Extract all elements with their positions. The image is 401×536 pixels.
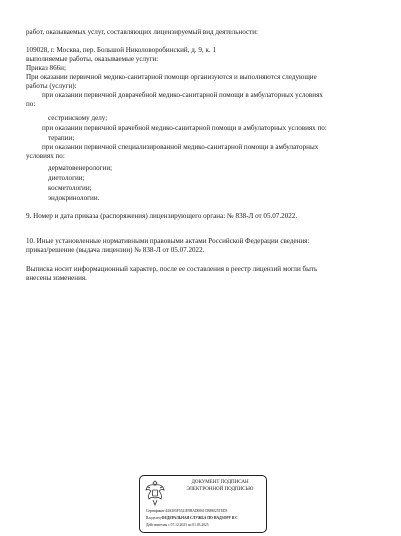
text-line: при оказании первичной доврачебной медико-санитарной помощи в амбулаторных условиях <box>42 91 323 99</box>
text-line: работ, оказываемых услуг, составляющих лицензируемый вид деятельности: <box>26 28 258 36</box>
certificate-number: Сертификат 44А305F5521E9BAD0061CB88025TED3 <box>146 509 228 513</box>
list-item: косметологии; <box>48 184 92 192</box>
text-line: При оказании первичной медико-санитарной помощи организуются и выполняются следующие <box>26 73 317 81</box>
address-line: 109028, г. Москва, пер. Большой Николоворобинский, д. 9, к. 1 <box>26 46 217 54</box>
electronic-signature-stamp <box>139 475 267 533</box>
list-item: эндокринологии. <box>48 194 100 202</box>
stamp-subtitle: ЭЛЕКТРОННОЙ ПОДПИСЬЮ <box>186 487 254 492</box>
certificate-owner: Владелец ФЕДЕРАЛЬНАЯ СЛУЖБА ПО НАДЗОРУ В С <box>146 516 238 520</box>
text-line: приказ/решение (выдача лицензии) № 838-Л от 05.07.2022. <box>26 246 205 254</box>
disclaimer: Выписка носит информационный характер, после ее составления в реестр лицензий могли быть <box>26 265 318 273</box>
text-line: Приказ 866н; <box>26 64 66 72</box>
stamp-title: ДОКУМЕНТ ПОДПИСАН <box>191 480 249 485</box>
list-item: диетологии; <box>48 174 85 182</box>
section-9: 9. Номер и дата приказа (распоряжения) лицензирующего органа: № 838-Л от 05.07.2022. <box>26 212 298 220</box>
text-line: выполняемые работы, оказываемые услуги: <box>26 55 159 63</box>
coat-of-arms-icon <box>144 478 166 508</box>
text-line: работы (услуги): <box>26 82 77 90</box>
text-line: условиях по: <box>26 152 65 160</box>
disclaimer: внесены изменения. <box>26 274 87 282</box>
section-10: 10. Иные установленные нормативными правовыми актами Российской Федерации сведения: <box>26 237 310 245</box>
list-item: сестринскому делу; <box>48 114 108 122</box>
certificate-validity: Действителен с 07.12.2023 по 01.03.2025 <box>146 523 209 527</box>
text-line: при оказании первичной врачебной медико-санитарной помощи в амбулаторных условиях по: <box>42 124 327 132</box>
list-item: терапии; <box>48 134 75 142</box>
text-line: по: <box>26 100 36 108</box>
list-item: дерматовенерологии; <box>48 164 113 172</box>
text-line: при оказании первичной специализированной медико-санитарной помощи в амбулаторных <box>42 143 319 151</box>
